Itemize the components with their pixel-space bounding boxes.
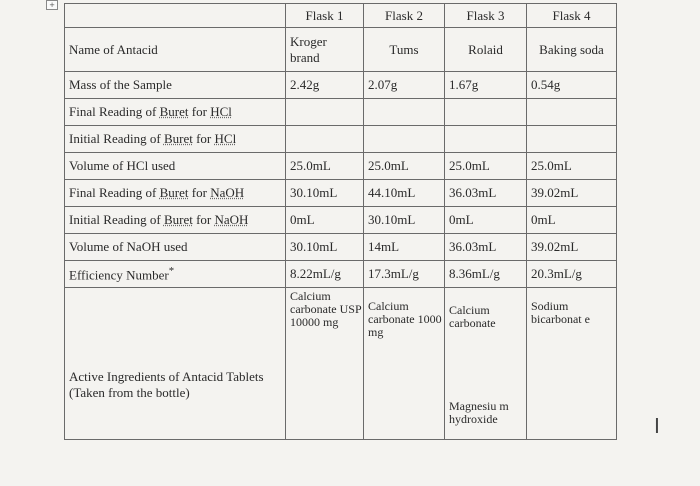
cell-final-hcl-1[interactable] bbox=[286, 99, 364, 126]
label-text: NaOH bbox=[214, 212, 249, 227]
cell-initial-hcl-3[interactable] bbox=[445, 126, 527, 153]
row-label-mass[interactable]: Mass of the Sample bbox=[65, 72, 286, 99]
label-text: Efficiency Number bbox=[69, 267, 169, 283]
label-text: Initial Reading of bbox=[69, 212, 164, 227]
label-text: for bbox=[192, 212, 215, 227]
active-bottom-4 bbox=[527, 398, 616, 438]
row-label-active[interactable]: Active Ingredients of Antacid Tablets (Taken from the bottle) bbox=[65, 288, 286, 440]
cell-name-4[interactable]: Baking soda bbox=[527, 28, 617, 72]
label-text: Initial Reading of bbox=[69, 131, 164, 146]
label-text: Final Reading of bbox=[69, 185, 160, 200]
table-row-final-hcl bbox=[65, 99, 617, 126]
label-text: Final Reading of bbox=[69, 104, 160, 119]
table-row-active bbox=[65, 288, 617, 440]
cell-vol-hcl-1[interactable]: 25.0mL bbox=[286, 153, 364, 180]
footnote-mark: * bbox=[168, 264, 175, 277]
label-text: Buret bbox=[163, 131, 193, 146]
cell-initial-hcl-4[interactable] bbox=[527, 126, 617, 153]
cell-mass-4[interactable]: 0.54g bbox=[527, 72, 617, 99]
cell-vol-naoh-3[interactable]: 36.03mL bbox=[445, 234, 527, 261]
active-bottom-1 bbox=[286, 398, 363, 438]
row-label-final-naoh[interactable] bbox=[65, 180, 286, 207]
row-label-initial-hcl[interactable] bbox=[65, 126, 286, 153]
cell-efficiency-2[interactable]: 17.3mL/g bbox=[364, 261, 445, 288]
cell-final-naoh-3[interactable]: 36.03mL bbox=[445, 180, 527, 207]
cell-mass-3[interactable]: 1.67g bbox=[445, 72, 527, 99]
cell-name-2[interactable]: Tums bbox=[364, 28, 445, 72]
cell-mass-1[interactable]: 2.42g bbox=[286, 72, 364, 99]
active-top-1: Calcium carbonate USP 10000 mg bbox=[290, 289, 362, 329]
active-top-3: Calcium carbonate bbox=[449, 303, 496, 330]
cell-final-hcl-4[interactable] bbox=[527, 99, 617, 126]
table-row-final-naoh bbox=[65, 180, 617, 207]
cell-vol-hcl-3[interactable]: 25.0mL bbox=[445, 153, 527, 180]
label-text: Buret bbox=[159, 104, 189, 119]
cell-active-4[interactable] bbox=[527, 288, 617, 440]
table-row-initial-hcl bbox=[65, 126, 617, 153]
header-flask-3[interactable]: Flask 3 bbox=[445, 4, 527, 28]
header-flask-1[interactable]: Flask 1 bbox=[286, 4, 364, 28]
cell-final-naoh-4[interactable]: 39.02mL bbox=[527, 180, 617, 207]
label-text: HCl bbox=[214, 131, 237, 146]
cell-efficiency-4[interactable]: 20.3mL/g bbox=[527, 261, 617, 288]
cell-efficiency-1[interactable]: 8.22mL/g bbox=[286, 261, 364, 288]
cell-initial-hcl-1[interactable] bbox=[286, 126, 364, 153]
table-row-vol-hcl bbox=[65, 153, 617, 180]
label-text: for bbox=[188, 185, 211, 200]
label-text: NaOH bbox=[210, 185, 245, 200]
header-blank[interactable] bbox=[65, 4, 286, 28]
table-row-vol-naoh bbox=[65, 234, 617, 261]
row-label-vol-hcl[interactable]: Volume of HCl used bbox=[65, 153, 286, 180]
cell-active-3[interactable] bbox=[445, 288, 527, 440]
lab-data-table bbox=[64, 3, 617, 440]
label-text: for bbox=[188, 104, 211, 119]
row-label-vol-naoh[interactable]: Volume of NaOH used bbox=[65, 234, 286, 261]
active-bottom-2 bbox=[364, 398, 444, 438]
cell-vol-naoh-4[interactable]: 39.02mL bbox=[527, 234, 617, 261]
cell-final-naoh-1[interactable]: 30.10mL bbox=[286, 180, 364, 207]
cell-name-1[interactable]: Kroger brand bbox=[286, 28, 364, 72]
cell-vol-naoh-2[interactable]: 14mL bbox=[364, 234, 445, 261]
cell-name-3[interactable]: Rolaid bbox=[445, 28, 527, 72]
header-row bbox=[65, 4, 617, 28]
table-move-handle[interactable]: + bbox=[46, 0, 58, 10]
header-flask-2[interactable]: Flask 2 bbox=[364, 4, 445, 28]
label-text: HCl bbox=[210, 104, 232, 119]
cell-vol-hcl-4[interactable]: 25.0mL bbox=[527, 153, 617, 180]
active-bottom-3: Magnesiu m hydroxide bbox=[449, 399, 509, 426]
row-label-final-hcl[interactable] bbox=[65, 99, 286, 126]
row-label-name[interactable]: Name of Antacid bbox=[65, 28, 286, 72]
cell-active-1[interactable] bbox=[286, 288, 364, 440]
header-flask-4[interactable]: Flask 4 bbox=[527, 4, 617, 28]
cell-initial-naoh-1[interactable]: 0mL bbox=[286, 207, 364, 234]
table-row-initial-naoh bbox=[65, 207, 617, 234]
cell-efficiency-3[interactable]: 8.36mL/g bbox=[445, 261, 527, 288]
table-row-efficiency bbox=[65, 261, 617, 288]
cell-final-hcl-2[interactable] bbox=[364, 99, 445, 126]
label-text: Buret bbox=[163, 212, 193, 227]
table-row-mass bbox=[65, 72, 617, 99]
active-top-4: Sodium bicarbonat e bbox=[531, 299, 590, 326]
row-label-efficiency[interactable] bbox=[65, 261, 286, 288]
cell-vol-hcl-2[interactable]: 25.0mL bbox=[364, 153, 445, 180]
cell-initial-hcl-2[interactable] bbox=[364, 126, 445, 153]
cell-mass-2[interactable]: 2.07g bbox=[364, 72, 445, 99]
cell-initial-naoh-4[interactable]: 0mL bbox=[527, 207, 617, 234]
cell-vol-naoh-1[interactable]: 30.10mL bbox=[286, 234, 364, 261]
text-cursor-icon: I bbox=[654, 414, 660, 438]
active-top-2: Calcium carbonate 1000 mg bbox=[368, 299, 442, 339]
cell-initial-naoh-3[interactable]: 0mL bbox=[445, 207, 527, 234]
cell-initial-naoh-2[interactable]: 30.10mL bbox=[364, 207, 445, 234]
label-text: for bbox=[192, 131, 215, 146]
cell-final-naoh-2[interactable]: 44.10mL bbox=[364, 180, 445, 207]
cell-final-hcl-3[interactable] bbox=[445, 99, 527, 126]
cell-active-2[interactable] bbox=[364, 288, 445, 440]
label-text: Buret bbox=[159, 185, 189, 200]
table-row-name bbox=[65, 28, 617, 72]
row-label-initial-naoh[interactable] bbox=[65, 207, 286, 234]
